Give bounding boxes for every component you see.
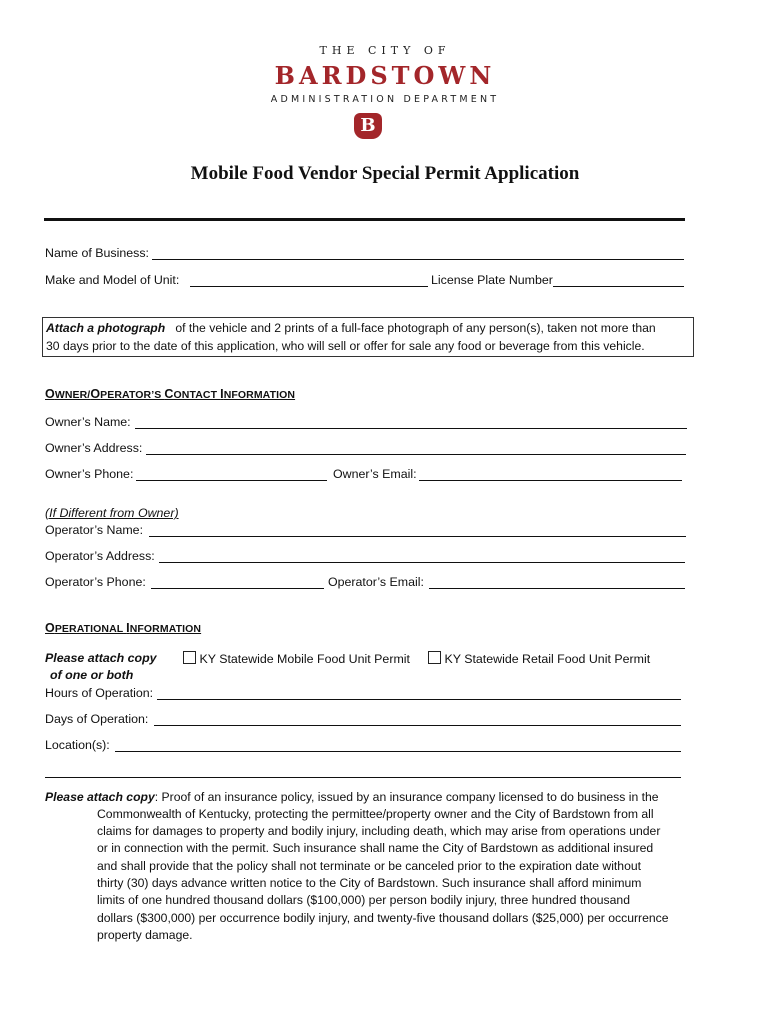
locations-field[interactable] (115, 751, 681, 752)
operator-phone-field[interactable] (151, 588, 324, 589)
photo-requirement-line-1 (46, 321, 656, 335)
contact-section-heading: OWNER/OPERATOR’S CONTACT INFORMATION (45, 387, 296, 401)
operator-phone-label: Operator’s Phone: (45, 575, 146, 589)
locations-field-line-2[interactable] (45, 777, 681, 778)
page-title: Mobile Food Vendor Special Permit Application (190, 163, 580, 184)
attach-copy-label: Please attach copy (45, 651, 157, 665)
retail-permit-label: KY Statewide Retail Food Unit Permit (444, 652, 651, 666)
owner-email-field[interactable] (419, 480, 682, 481)
insurance-line-2: Commonwealth of Kentucky, protecting the permittee/property owner and the City of Bardstown from all (97, 807, 654, 821)
owner-phone-field[interactable] (136, 480, 327, 481)
owner-address-field[interactable] (146, 454, 686, 455)
owner-name-field[interactable] (135, 428, 687, 429)
operator-email-label: Operator’s Email: (328, 575, 424, 589)
locations-label: Location(s): (45, 738, 110, 752)
hours-label: Hours of Operation: (45, 686, 154, 700)
mobile-permit-option[interactable] (183, 651, 410, 666)
make-model-label: Make and Model of Unit: (45, 273, 180, 287)
owner-phone-label: Owner’s Phone: (45, 467, 134, 481)
operator-address-label: Operator’s Address: (45, 549, 155, 563)
business-name-label: Name of Business: (45, 246, 149, 260)
business-name-field[interactable] (152, 259, 684, 260)
city-line: THE CITY OF (319, 44, 451, 57)
city-name-logo: BARDSTOWN (274, 61, 496, 90)
make-model-field[interactable] (190, 286, 428, 287)
owner-name-label: Owner’s Name: (45, 415, 131, 429)
insurance-line-7: limits of one hundred thousand dollars ($100,000) per person bodily injury, three hundred thousand (97, 893, 630, 907)
operator-name-field[interactable] (149, 536, 686, 537)
hours-field[interactable] (157, 699, 681, 700)
photo-requirement-line-2: 30 days prior to the date of this application, who will sell or offer for sale any food or beverage from this vehicle. (46, 339, 645, 353)
insurance-line-9: property damage. (97, 928, 193, 942)
title-divider (44, 218, 685, 221)
insurance-line-5: and shall provide that the policy shall not terminate or be canceled prior to the expiration date without (97, 859, 642, 873)
operator-address-field[interactable] (159, 562, 685, 563)
retail-permit-checkbox[interactable] (428, 651, 441, 664)
photo-requirement-box (42, 317, 694, 357)
license-plate-label: License Plate Number (431, 273, 553, 287)
one-or-both-label: of one or both (50, 668, 134, 682)
insurance-line-1: Please attach copy: Proof of an insurance policy, issued by an insurance company licensed to do business in the (45, 790, 659, 804)
mobile-permit-label: KY Statewide Mobile Food Unit Permit (199, 652, 410, 666)
insurance-line-8: dollars ($300,000) per occurrence bodily injury, and twenty-five thousand dollars ($25,000) per occurrence (97, 911, 669, 925)
license-plate-field[interactable] (553, 286, 684, 287)
mobile-permit-checkbox[interactable] (183, 651, 196, 664)
owner-email-label: Owner’s Email: (333, 467, 417, 481)
photo-lead: Attach a photograph (46, 321, 166, 335)
owner-address-label: Owner’s Address: (45, 441, 143, 455)
days-field[interactable] (154, 725, 681, 726)
insurance-line-6: thirty (30) days advance written notice to the City of Bardstown. Such insurance shall afford minimum (97, 876, 642, 890)
operator-email-field[interactable] (429, 588, 685, 589)
operator-name-label: Operator’s Name: (45, 523, 144, 537)
photo-text-1: of the vehicle and 2 prints of a full-face photograph of any person(s), taken not more than (175, 321, 656, 335)
insurance-line-4: or in connection with the permit. Such insurance shall name the City of Bardstown as additional insured (97, 841, 654, 855)
operational-section-heading: OPERATIONAL INFORMATION (45, 621, 202, 635)
retail-permit-option[interactable] (428, 651, 650, 666)
insurance-line-3: claims for damages to property and bodily injury, including death, which may arise from operations under (97, 824, 661, 838)
department-name: ADMINISTRATION DEPARTMENT (270, 94, 500, 105)
days-label: Days of Operation: (45, 712, 149, 726)
city-emblem-icon: B (354, 113, 382, 139)
if-different-note: (If Different from Owner) (45, 506, 179, 520)
